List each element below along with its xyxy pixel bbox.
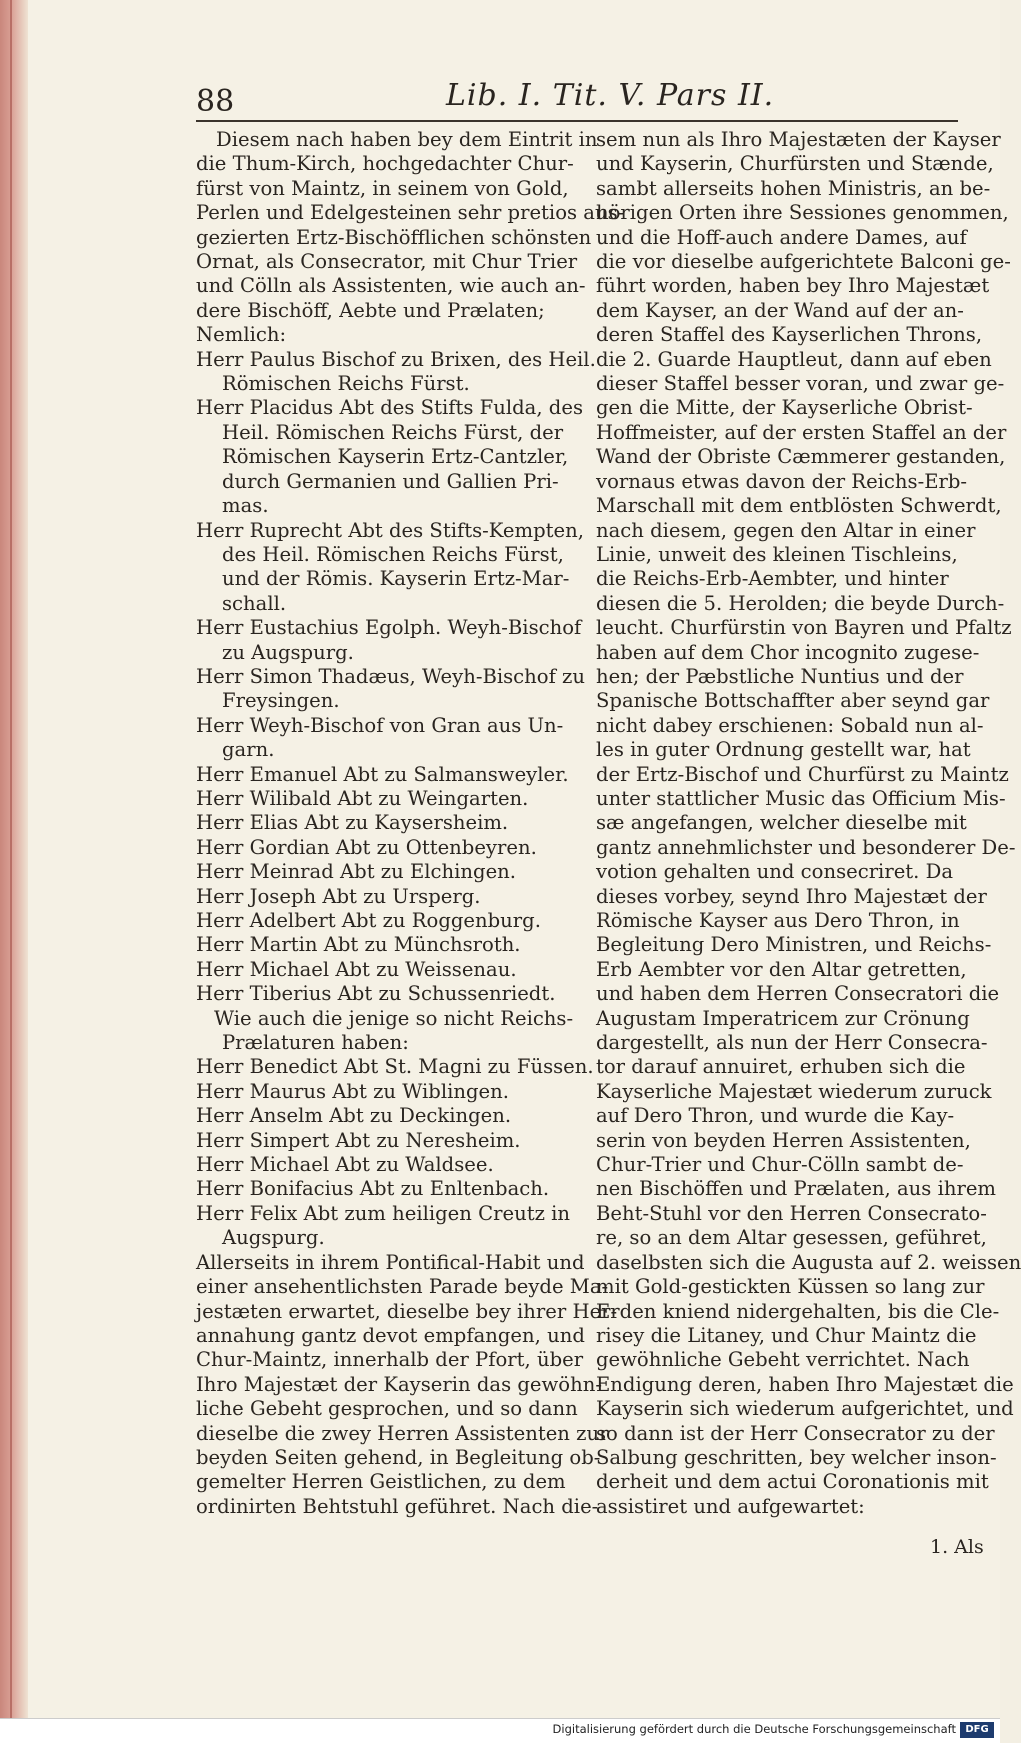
text-line: Herr Michael Abt zu Waldsee. — [196, 1153, 494, 1177]
text-line: nen Bischöffen und Prælaten, aus ihrem — [596, 1177, 997, 1201]
dfg-logo: DFG — [960, 1722, 994, 1738]
text-line: auf Dero Thron, und wurde die Kay- — [596, 1104, 955, 1128]
text-line: dere Bischöff, Aebte und Prælaten; — [196, 298, 545, 322]
text-line: des Heil. Römischen Reichs Fürst, — [222, 542, 564, 566]
text-line: Erb Aembter vor den Altar getretten, — [596, 957, 967, 981]
text-line: Römischen Kayserin Ertz-Cantzler, — [222, 445, 569, 469]
text-line: der Ertz-Bischof und Churfürst zu Maintz — [596, 762, 1009, 786]
text-line: Allerseits in ihrem Pontifical-Habit und — [196, 1250, 585, 1274]
text-line: sem nun als Ihro Majestæten der Kayser — [596, 128, 1001, 151]
text-line: Hoffmeister, auf der ersten Staffel an der — [596, 420, 1007, 444]
text-line: sambt allerseits hohen Ministris, an be- — [596, 176, 991, 200]
text-line: Perlen und Edelgesteinen sehr pretios aus- — [196, 201, 625, 225]
text-line: Herr Tiberius Abt zu Schussenriedt. — [196, 982, 556, 1006]
text-line: Spanische Bottschaffter aber seynd gar — [596, 689, 990, 713]
text-line: führt worden, haben bey Ihro Majestæt — [596, 274, 990, 298]
text-line: Herr Martin Abt zu Münchsroth. — [196, 933, 521, 957]
text-line: und haben dem Herren Consecratori die — [596, 982, 1000, 1006]
text-line: Herr Joseph Abt zu Ursperg. — [196, 884, 481, 908]
text-line: Augspurg. — [222, 1226, 325, 1250]
text-line: dieselbe die zwey Herren Assistenten zur — [196, 1421, 609, 1445]
text-line: Herr Gordian Abt zu Ottenbeyren. — [196, 835, 537, 859]
text-line: Ihro Majestæt der Kayserin das gewöhn- — [196, 1372, 602, 1396]
text-line: und Kayserin, Churfürsten und Stænde, — [596, 152, 994, 176]
text-line: dargestellt, als nun der Herr Consecra- — [596, 1031, 988, 1055]
text-line: serin von beyden Herren Assistenten, — [596, 1128, 971, 1152]
text-line: dem Kayser, an der Wand auf der an- — [596, 298, 964, 322]
text-line: Herr Anselm Abt zu Deckingen. — [196, 1104, 512, 1128]
text-line: ordinirten Behtstuhl geführet. Nach die- — [196, 1494, 599, 1518]
text-line: les in guter Ordnung gestellt war, hat — [596, 738, 971, 762]
text-line: Herr Benedict Abt St. Magni zu Füssen. — [196, 1055, 594, 1079]
text-line: Begleitung Dero Ministren, und Reichs- — [596, 933, 992, 957]
text-line: assistiret und aufgewartet: — [596, 1494, 865, 1518]
text-line: Herr Elias Abt zu Kaysersheim. — [196, 811, 509, 835]
text-line: Kayserliche Majestæt wiederum zuruck — [596, 1079, 992, 1103]
text-line: Nemlich: — [196, 323, 287, 347]
text-line: sæ angefangen, welcher dieselbe mit — [596, 811, 967, 835]
text-line: re, so an dem Altar gesessen, geführet, — [596, 1226, 987, 1250]
text-line: hörigen Orten ihre Sessiones genommen, — [596, 201, 1009, 225]
page-edge — [0, 0, 28, 1742]
text-line: deren Staffel des Kayserlichen Throns, — [596, 323, 983, 347]
text-line: Prælaturen haben: — [222, 1031, 409, 1055]
text-line: Erden kniend nidergehalten, bis die Cle- — [596, 1299, 1000, 1323]
text-line: Beht-Stuhl vor den Herren Consecrato- — [596, 1201, 987, 1225]
text-line: Chur-Trier und Chur-Cölln sambt de- — [596, 1153, 964, 1177]
header-rule — [196, 120, 958, 122]
text-line: garn. — [222, 738, 275, 762]
text-line: unter stattlicher Music das Officium Mis- — [596, 786, 1006, 810]
text-line: daselbsten sich die Augusta auf 2. weissen — [596, 1250, 1021, 1274]
text-line: Endigung deren, haben Ihro Majestæt die — [596, 1372, 1014, 1396]
text-line: schall. — [222, 591, 287, 615]
text-line: Herr Wilibald Abt zu Weingarten. — [196, 786, 529, 810]
text-line: diesen die 5. Herolden; die beyde Durch- — [596, 591, 1005, 615]
text-line: Herr Felix Abt zum heiligen Creutz in — [196, 1201, 571, 1225]
text-line: Marschall mit dem entblösten Schwerdt, — [596, 494, 1002, 518]
text-line: und der Römis. Kayserin Ertz-Mar- — [222, 567, 570, 591]
left-column — [196, 128, 625, 1519]
text-line: liche Gebeht gesprochen, und so dann — [196, 1397, 578, 1421]
text-line: Chur-Maintz, innerhalb der Pfort, über — [196, 1348, 584, 1372]
text-line: jestæten erwartet, dieselbe bey ihrer Her- — [196, 1299, 618, 1323]
page-number: 88 — [196, 84, 235, 119]
text-line: die Reichs-Erb-Aembter, und hinter — [596, 567, 949, 591]
text-line: und die Hoff-auch andere Dames, auf — [596, 225, 967, 249]
text-line: Herr Simpert Abt zu Neresheim. — [196, 1128, 521, 1152]
text-line: Herr Michael Abt zu Weissenau. — [196, 957, 517, 981]
text-line: so dann ist der Herr Consecrator zu der — [596, 1421, 995, 1445]
text-line: Herr Bonifacius Abt zu Enltenbach. — [196, 1177, 550, 1201]
text-line: Herr Emanuel Abt zu Salmansweyler. — [196, 762, 569, 786]
text-line: die Thum-Kirch, hochgedachter Chur- — [196, 152, 574, 176]
text-line: derheit und dem actui Coronationis mit — [596, 1470, 989, 1494]
text-line: fürst von Maintz, in seinem von Gold, — [196, 176, 569, 200]
text-line: Kayserin sich wiederum aufgerichtet, und — [596, 1397, 1014, 1421]
text-line: Heil. Römischen Reichs Fürst, der — [222, 420, 564, 444]
text-line: und Cölln als Assistenten, wie auch an- — [196, 274, 586, 298]
text-line: Herr Maurus Abt zu Wiblingen. — [196, 1079, 509, 1103]
text-line: Augustam Imperatricem zur Crönung — [596, 1006, 970, 1030]
text-line: dieser Staffel besser voran, und zwar ge- — [596, 372, 1005, 396]
text-line: Herr Adelbert Abt zu Roggenburg. — [196, 909, 541, 932]
text-line: mit Gold-gestickten Küssen so lang zur — [596, 1275, 985, 1299]
text-line: gantz annehmlichster und besonderer De- — [596, 835, 1016, 859]
text-line: mas. — [222, 494, 269, 518]
text-line: Herr Weyh-Bischof von Gran aus Un- — [196, 713, 564, 737]
text-line: Herr Meinrad Abt zu Elchingen. — [196, 860, 517, 884]
text-line: gen die Mitte, der Kayserliche Obrist- — [596, 396, 973, 420]
text-line: tor darauf annuiret, erhuben sich die — [596, 1055, 966, 1079]
text-line: die vor dieselbe aufgerichtete Balconi ge- — [596, 250, 1011, 274]
footer-bar — [0, 1718, 1000, 1743]
text-line: Wie auch die jenige so nicht Reichs- — [214, 1006, 574, 1030]
text-line: die 2. Guarde Hauptleut, dann auf eben — [596, 347, 992, 371]
text-line: Herr Paulus Bischof zu Brixen, des Heil. — [196, 347, 596, 371]
text-line: gemelter Herren Geistlichen, zu dem — [196, 1470, 566, 1494]
text-line: Herr Simon Thadæus, Weyh-Bischof zu — [196, 664, 585, 688]
text-line: Freysingen. — [222, 689, 340, 713]
text-line: hen; der Pæbstliche Nuntius und der — [596, 664, 964, 688]
text-line: gewöhnliche Gebeht verrichtet. Nach — [596, 1348, 970, 1372]
text-line: votion gehalten und consecriret. Da — [596, 860, 954, 884]
text-line: vornaus etwas davon der Reichs-Erb- — [596, 469, 968, 493]
text-line: Herr Eustachius Egolph. Weyh-Bischof — [196, 616, 582, 640]
text-line: Römischen Reichs Fürst. — [222, 372, 470, 396]
text-line: leucht. Churfürstin von Bayren und Pfaltz — [596, 616, 1012, 640]
footer-credit: Digitalisierung gefördert durch die Deutsche Forschungsgemeinschaft — [552, 1722, 956, 1736]
text-line: Herr Placidus Abt des Stifts Fulda, des — [196, 396, 584, 420]
text-line: gezierten Ertz-Bischöfflichen schönsten — [196, 225, 592, 249]
right-column — [596, 128, 1021, 1519]
text-line: Linie, unweit des kleinen Tischleins, — [596, 542, 958, 566]
text-line: Römische Kayser aus Dero Thron, in — [596, 909, 960, 932]
running-head: Lib. I. Tit. V. Pars II. — [446, 78, 775, 113]
text-line: zu Augspurg. — [222, 640, 354, 664]
text-line: nicht dabey erschienen: Sobald nun al- — [596, 713, 984, 737]
text-line: haben auf dem Chor incognito zugese- — [596, 640, 980, 664]
catchword: 1. Als — [930, 1536, 984, 1558]
text-line: Herr Ruprecht Abt des Stifts-Kempten, — [196, 518, 584, 542]
page-header — [196, 78, 958, 122]
text-line: nach diesem, gegen den Altar in einer — [596, 518, 976, 542]
text-line: durch Germanien und Gallien Pri- — [222, 469, 559, 493]
text-line: annahung gantz devot empfangen, und — [196, 1323, 585, 1347]
text-line: beyden Seiten gehend, in Begleitung ob- — [196, 1445, 601, 1469]
text-line: Ornat, als Consecrator, mit Chur Trier — [196, 250, 578, 274]
text-line: risey die Litaney, und Chur Maintz die — [596, 1323, 977, 1347]
text-line: Diesem nach haben bey dem Eintrit in — [216, 128, 598, 151]
text-line: einer ansehentlichsten Parade beyde Ma- — [196, 1275, 609, 1299]
text-line: Salbung geschritten, bey welcher inson- — [596, 1445, 997, 1469]
text-line: Wand der Obriste Cæmmerer gestanden, — [596, 445, 1006, 469]
text-line: dieses vorbey, seynd Ihro Majestæt der — [596, 884, 987, 908]
